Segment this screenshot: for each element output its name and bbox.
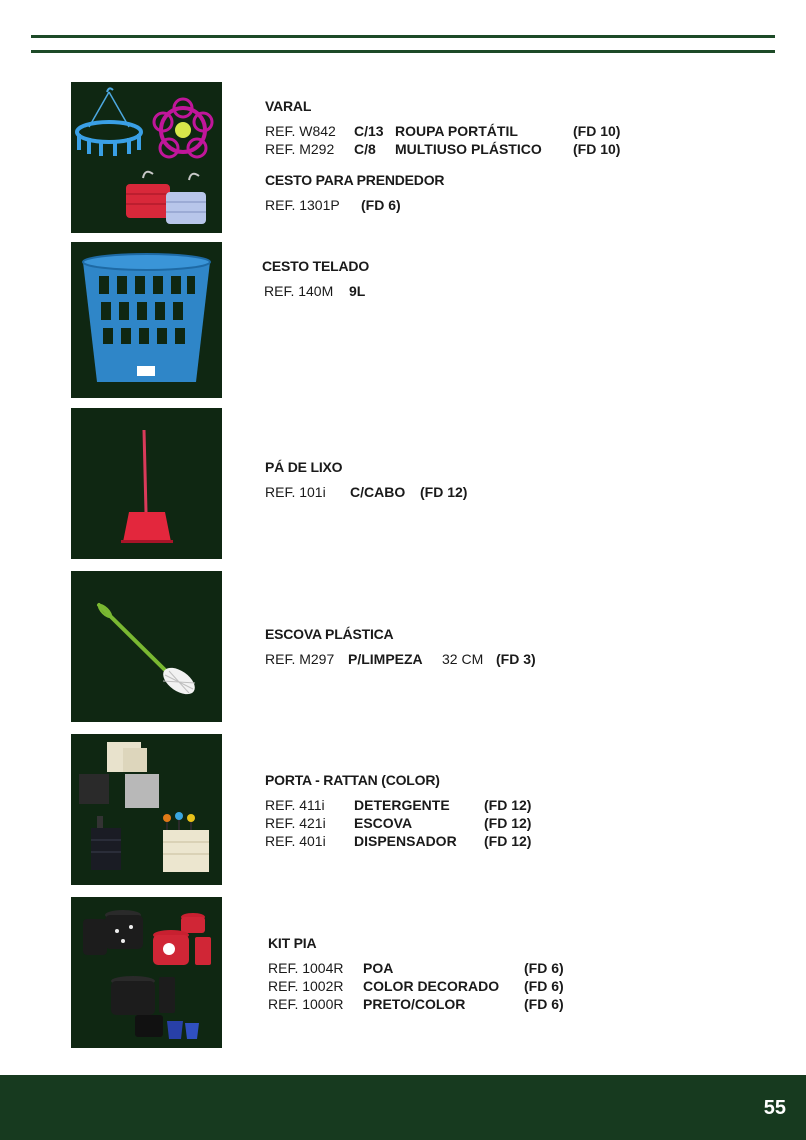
varal-photo: [71, 82, 222, 233]
pa-de-lixo-photo: [71, 408, 222, 559]
product-block-cesto-telado: [262, 258, 369, 300]
product-block-porta-rattan: [265, 772, 531, 850]
product-line: [265, 122, 620, 140]
product-ref: REF. 411i: [265, 797, 325, 813]
product-spec: COLOR DECORADO: [363, 978, 500, 994]
product-block-pa-de-lixo: [265, 459, 467, 501]
product-title: PÁ DE LIXO: [265, 459, 343, 475]
product-title: CESTO TELADO: [262, 258, 370, 274]
product-spec: P/LIMPEZA: [348, 651, 423, 667]
product-spec: DETERGENTE: [354, 797, 450, 813]
product-line: [265, 650, 536, 668]
product-block-escova-plastica: [265, 626, 536, 668]
product-spec: 9L: [349, 283, 366, 299]
product-ref: REF. 1000R: [268, 996, 344, 1012]
product-spec: C/CABO: [350, 484, 406, 500]
product-fd: (FD 12): [484, 797, 532, 813]
product-title: PORTA - RATTAN (COLOR): [265, 772, 440, 788]
header-rule-top: [31, 35, 775, 38]
product-ref: REF. 401i: [265, 833, 326, 849]
product-fd: (FD 6): [524, 996, 564, 1012]
kit-pia-photo: [71, 897, 222, 1048]
product-line: [268, 995, 564, 1013]
product-ref: REF. M297: [265, 651, 335, 667]
product-ref: REF. 1004R: [268, 960, 344, 976]
product-spec: ESCOVA: [354, 815, 413, 831]
product-block-varal: [265, 98, 620, 214]
porta-rattan-photo: [71, 734, 222, 885]
page-footer: [0, 1075, 806, 1140]
product-desc: MULTIUSO PLÁSTICO: [395, 141, 542, 157]
product-spec: (FD 6): [361, 197, 401, 213]
product-ref: REF. 1002R: [268, 978, 344, 994]
product-line: [265, 196, 620, 214]
product-line: [265, 796, 531, 814]
product-ref: REF. M292: [265, 141, 335, 157]
product-fd: (FD 6): [524, 960, 564, 976]
escova-plastica-photo: [71, 571, 222, 722]
product-line: [268, 977, 564, 995]
product-line: [265, 832, 531, 850]
product-title: ESCOVA PLÁSTICA: [265, 626, 394, 642]
product-fd: (FD 12): [420, 484, 468, 500]
product-fd: (FD 12): [484, 815, 532, 831]
product-fd: (FD 6): [524, 978, 564, 994]
product-ref: REF. 421i: [265, 815, 326, 831]
product-line: [262, 282, 369, 300]
product-fd: (FD 10): [573, 141, 621, 157]
cesto-telado-photo: [71, 242, 222, 398]
product-spec: C/8: [354, 141, 376, 157]
product-desc: ROUPA PORTÁTIL: [395, 123, 518, 139]
product-spec: DISPENSADOR: [354, 833, 457, 849]
product-fd: (FD 10): [573, 123, 621, 139]
product-line: [268, 959, 564, 977]
product-ref: REF. 101i: [265, 484, 326, 500]
product-spec: PRETO/COLOR: [363, 996, 466, 1012]
product-block-kit-pia: [268, 935, 564, 1013]
product-title: CESTO PARA PRENDEDOR: [265, 172, 445, 188]
product-spec: C/13: [354, 123, 384, 139]
product-ref: REF. 140M: [264, 283, 334, 299]
product-ref: REF. W842: [265, 123, 336, 139]
product-title: KIT PIA: [268, 935, 317, 951]
product-spec: POA: [363, 960, 394, 976]
product-fd: (FD 12): [484, 833, 532, 849]
page-number: 55: [763, 1097, 786, 1119]
product-line: [265, 140, 620, 158]
product-size: 32 CM: [442, 651, 484, 667]
product-ref: REF. 1301P: [265, 197, 340, 213]
product-line: [265, 814, 531, 832]
product-line: [265, 483, 467, 501]
product-fd: (FD 3): [496, 651, 536, 667]
header-rule-bottom: [31, 50, 775, 53]
product-title: VARAL: [265, 98, 312, 114]
